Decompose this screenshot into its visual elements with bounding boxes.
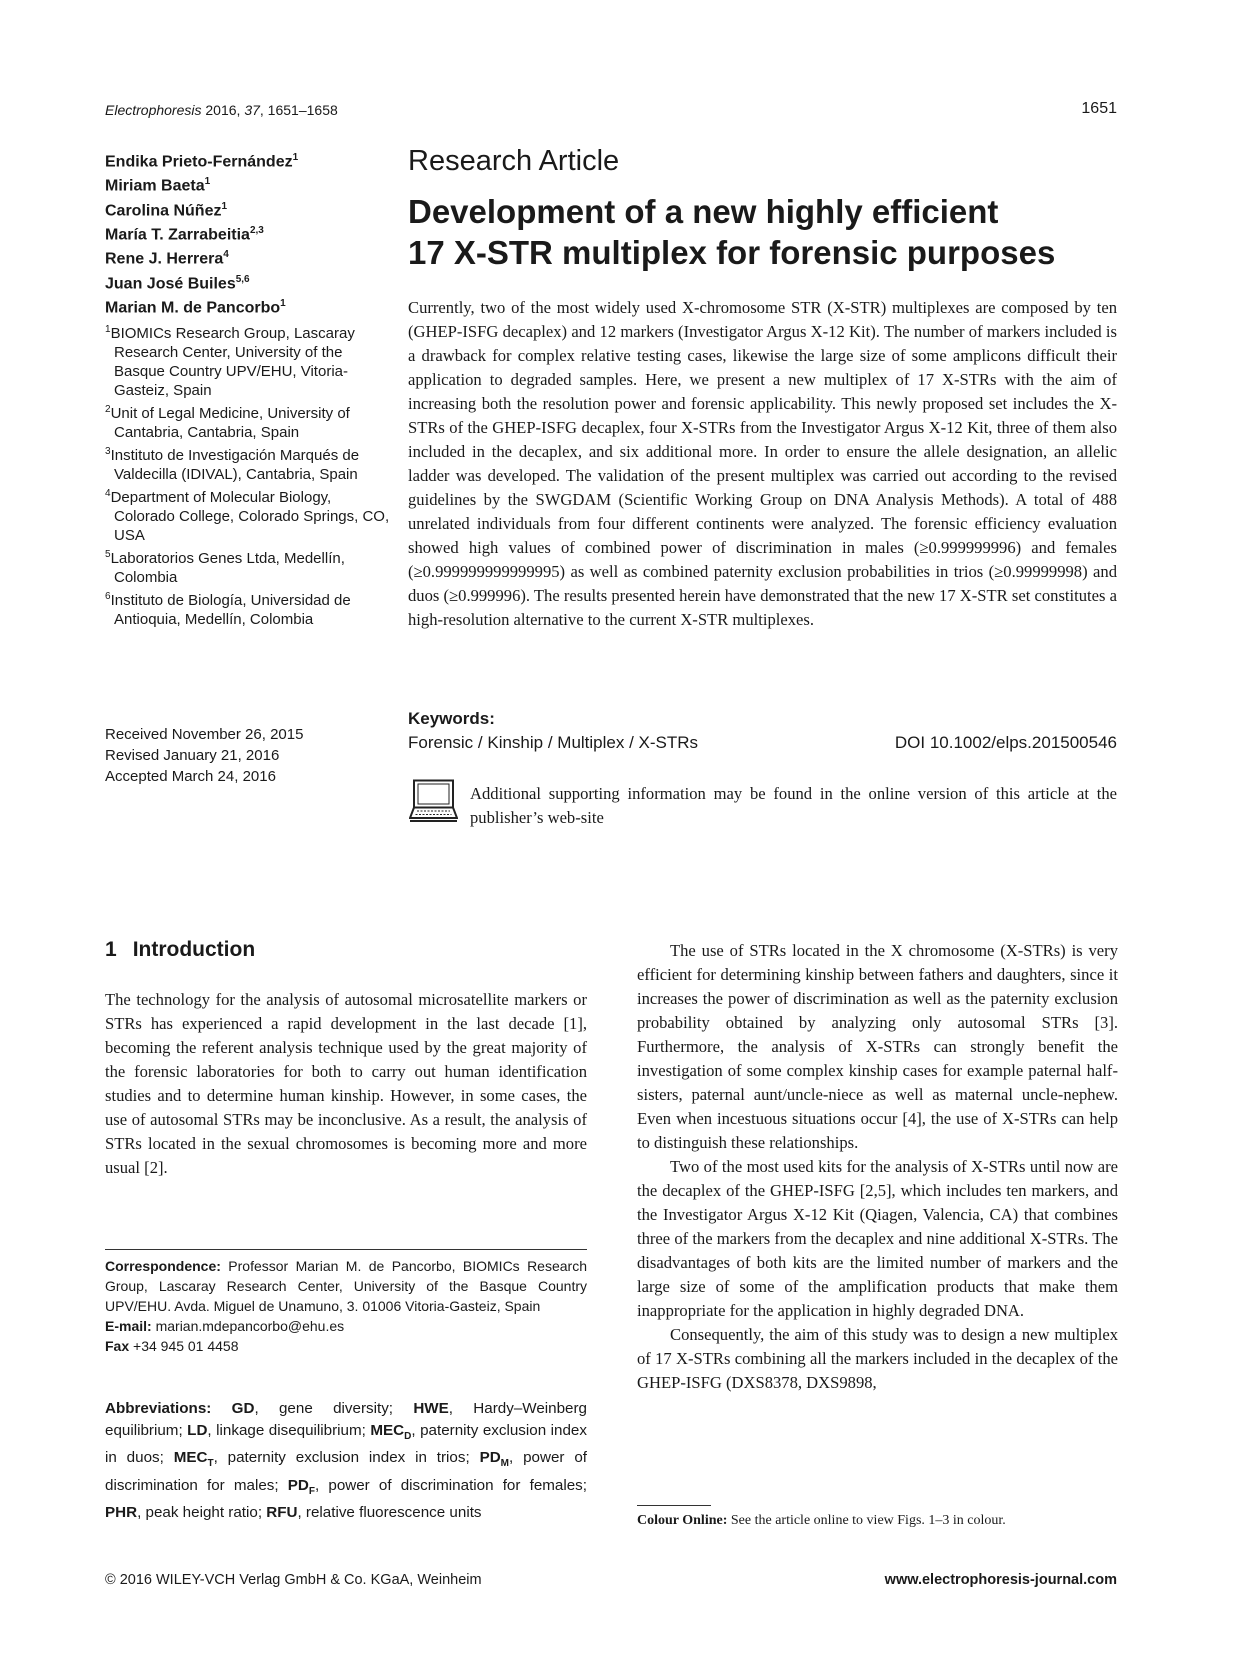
paragraph: Two of the most used kits for the analysis of X-STRs until now are the decaplex of the GHEP-ISFG [2,5], which includes ten markers, and the Investigator Argus X-12 Kit (Qiagen, Valencia, CA) that combines three of the markers from the decaplex and nine additional X-STRs. The disadvantages of both kits are the limited number of markers and the large size of some of the amplification products that make them inappropriate for the application in highly degraded DNA. bbox=[637, 1157, 1118, 1320]
copyright: © 2016 WILEY-VCH Verlag GmbH & Co. KGaA, Weinheim bbox=[105, 1572, 482, 1588]
affiliation: $^4$Department of Molecular Biology, Colorado College, Colorado Springs, CO, USA bbox=[105, 488, 390, 544]
keywords: Forensic / Kinship / Multiplex / X-STRs bbox=[408, 733, 699, 752]
fax-number: +34 945 01 4458 bbox=[129, 1338, 239, 1354]
citation-volume: 37 bbox=[244, 102, 260, 118]
section-number: 1 bbox=[105, 938, 117, 961]
body-column-right bbox=[637, 939, 1118, 1395]
affiliation-list bbox=[105, 320, 395, 629]
computer-icon bbox=[409, 779, 458, 823]
footnote-divider bbox=[637, 1505, 711, 1506]
running-head bbox=[105, 102, 338, 118]
section-title: Introduction bbox=[132, 938, 256, 961]
author: Carolina Núñez$^1$ bbox=[105, 200, 228, 219]
journal-name: Electrophoresis bbox=[105, 102, 202, 118]
page-number: 1651 bbox=[1081, 100, 1117, 117]
title-line: 17 X-STR multiplex for forensic purposes bbox=[408, 234, 1056, 271]
affiliation: $^2$Unit of Legal Medicine, University of Cantabria, Cantabria, Spain bbox=[105, 404, 350, 441]
paragraph: The use of STRs located in the X chromosome (X-STRs) is very efficient for determining kinship between fathers and daughters, since it increases the power of discrimination as well as the paternity exclusion probability obtained by analyzing only autosomal STRs [3]. Furthermore, the analysis of X-STRs can strongly benefit the investigation of some complex kinship cases for example paternal half-sisters, paternal aunt/uncle-niece as well as maternal uncle-nephew. Even when incestuous situations occur [4], the use of X-STRs can help to distinguish these relationships. bbox=[637, 941, 1118, 1152]
footnote-divider bbox=[105, 1249, 587, 1250]
affiliation: $^3$Instituto de Investigación Marqués de Valdecilla (IDIVAL), Cantabria, Spain bbox=[105, 446, 360, 483]
email-address: marian.mdepancorbo@ehu.es bbox=[151, 1318, 345, 1334]
author: Marian M. de Pancorbo$^1$ bbox=[105, 297, 286, 317]
author: María T. Zarrabeitia$^{2,3}$ bbox=[105, 224, 264, 244]
doi: DOI 10.1002/elps.201500546 bbox=[894, 733, 1117, 752]
affiliation: $^1$BIOMICs Research Group, Lascaray Research Center, University of the Basque Country UPV/EHU, Vitoria-Gasteiz, Spain bbox=[105, 324, 355, 399]
citation-year: 2016, bbox=[201, 102, 245, 118]
author: Miriam Baeta$^1$ bbox=[105, 176, 211, 195]
affiliation: $^5$Laboratorios Genes Ltda, Medellín, Colombia bbox=[105, 549, 345, 586]
keywords-heading: Keywords: bbox=[408, 709, 495, 728]
date-revised: Revised January 21, 2016 bbox=[105, 747, 280, 764]
author: Juan José Builes$^{5,6}$ bbox=[105, 273, 250, 292]
supplementary-note: Additional supporting information may be found in the online version of this article at the publisher’s web-site bbox=[470, 784, 1117, 827]
author-list bbox=[105, 148, 385, 318]
article-dates bbox=[105, 724, 385, 787]
abbreviations: Abbreviations: GD, gene diversity; HWE, Hardy–Weinberg equilibrium; LD, linkage disequilibrium; $MEC_D$, paternity exclusion index in duos; $MEC_T$, paternity exclusion index in trios; $PD_M$, power of discrimination for males; $PD_F$, power of discrimination for females; PHR, peak height ratio; RFU, relative fluorescence units bbox=[105, 1400, 587, 1522]
paragraph: The technology for the analysis of autosomal microsatellite markers or STRs has experienced a rapid development in the last decade [1], becoming the referent analysis technique used by the great majority of the forensic laboratories for both to carry out human identification studies and to determine human kinship. However, in some cases, the use of autosomal STRs may be inconclusive. As a result, the analysis of STRs located in the sexual chromosomes is becoming more and more usual [2]. bbox=[105, 990, 587, 1177]
colour-online-note: Colour Online: See the article online to view Figs. 1–3 in colour. bbox=[637, 1513, 1006, 1528]
body-column-left bbox=[105, 988, 587, 1180]
correspondence: Correspondence: Professor Marian M. de Pancorbo, BIOMICs Research Group, Lascaray Research Center, University of the Basque Country UPV/EHU. Avda. Miguel de Unamuno, 3. 01006 Vitoria-Gasteiz, Spain E-mail: marian.mdepancorbo@ehu.es Fax +34 945 01 4458 bbox=[105, 1258, 587, 1354]
section-heading-introduction bbox=[105, 938, 255, 962]
citation-pages: , 1651–1658 bbox=[259, 102, 338, 118]
paragraph: Consequently, the aim of this study was to design a new multiplex of 17 X-STRs combining all the markers included in the decaplex of the GHEP-ISFG (DXS8378, DXS9898, bbox=[637, 1325, 1118, 1392]
date-received: Received November 26, 2015 bbox=[105, 726, 304, 743]
author: Endika Prieto-Fernández$^1$ bbox=[105, 152, 299, 171]
article-type: Research Article bbox=[408, 145, 620, 177]
article-title bbox=[408, 191, 1128, 273]
title-line: Development of a new highly efficient bbox=[408, 193, 999, 230]
author: Rene J. Herrera$^4$ bbox=[105, 249, 229, 268]
date-accepted: Accepted March 24, 2016 bbox=[105, 768, 276, 785]
affiliation: $^6$Instituto de Biología, Universidad de Antioquia, Medellín, Colombia bbox=[105, 591, 351, 628]
journal-url[interactable]: www.electrophoresis-journal.com bbox=[884, 1572, 1117, 1588]
abstract: Currently, two of the most widely used X-chromosome STR (X-STR) multiplexes are composed by ten (GHEP-ISFG decaplex) and 12 markers (Investigator Argus X-12 Kit). The number of markers included is a drawback for complex relative testing cases, likewise the large size of some amplicons difficult their application to degraded samples. Here, we present a new multiplex of 17 X-STRs with the aim of increasing both the resolution power and forensic applicability. This newly proposed set includes the X-STRs of the GHEP-ISFG decaplex, four X-STRs from the Investigator Argus X-12 Kit, three of them also included in the decaplex, and six additional more. In order to ensure the allele designation, an allelic ladder was developed. The validation of the present multiplex was carried out according to the revised guidelines by the SWGDAM (Scientific Working Group on DNA Analysis Methods). A total of 488 unrelated individuals from four different continents were analyzed. The forensic efficiency evaluation showed high values of combined power of discrimination in males (≥0.999999996) and females (≥0.999999999999995) as well as combined paternity exclusion probabilities in trios (≥0.99999998) and duos (≥0.999996). The results presented herein have demonstrated that the new 17 X-STR set constitutes a high-resolution alternative to the current X-STR multiplexes. bbox=[408, 298, 1117, 629]
